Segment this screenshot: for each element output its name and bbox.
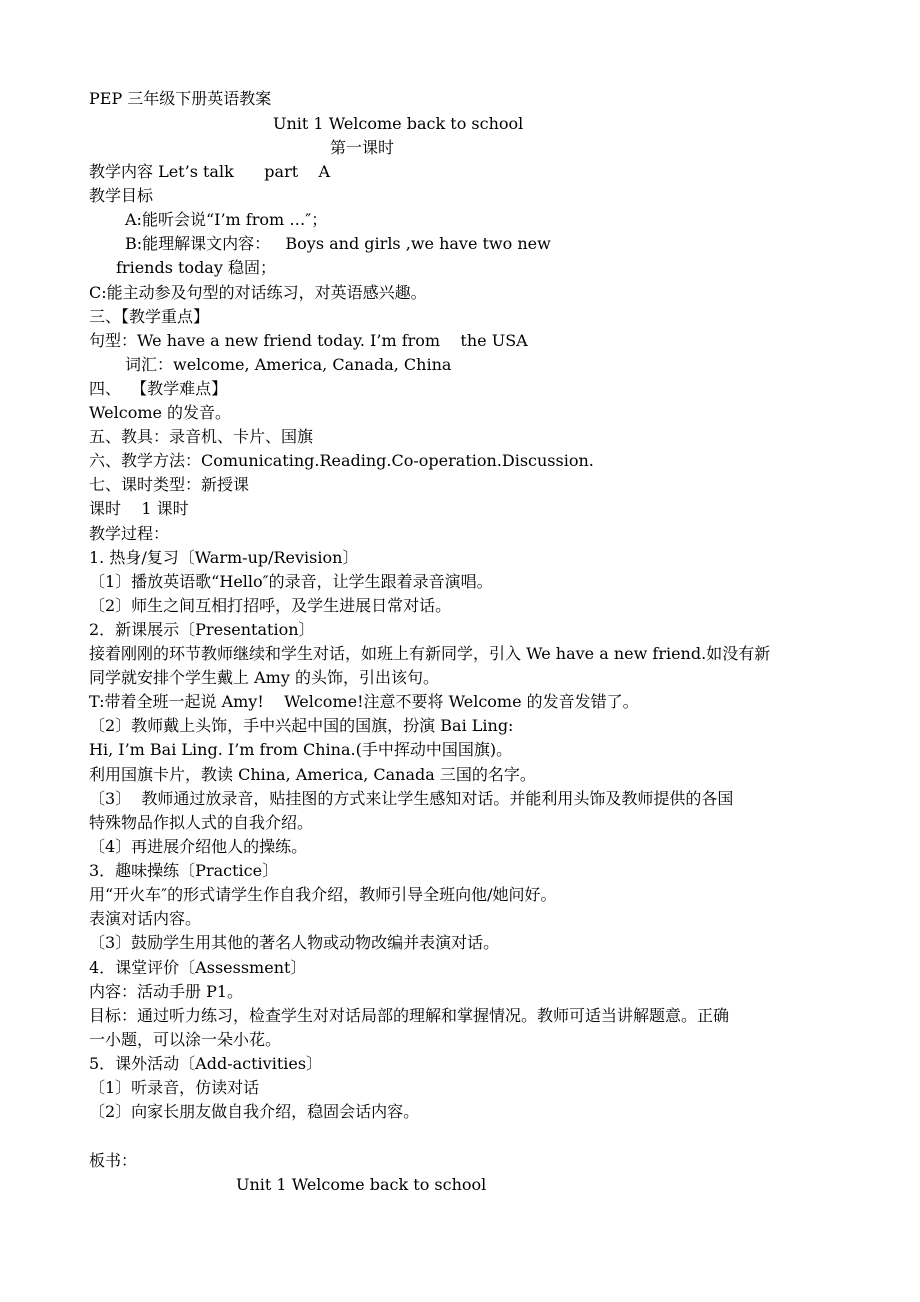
step-3-heading: 3．趣味操练〔Practice〕 [89,861,279,880]
process-heading: 教学过程： [89,524,170,543]
step-1-item-2: 〔2〕师生之间互相打招呼，及学生进展日常对话。 [89,596,452,615]
step-2-heading: 2．新课展示〔Presentation〕 [89,620,315,639]
step-5-item-1: 〔1〕听录音，仿读对话 [89,1078,260,1097]
step-1-item-1: 〔1〕播放英语歌“Hello″的录音，让学生跟着录音演唱。 [89,572,493,591]
doc-title: PEP 三年级下册英语教案 [89,89,272,108]
step-2-flag-cards: 利用国旗卡片，教读 China, America, Canada 三国的名字。 [89,765,536,784]
teaching-methods: 六、教学方法：Comunicating.Reading.Co-operation.Discussion. [89,451,594,470]
step-2-item-3-line-1: 〔3〕 教师通过放录音，贴挂图的方式来让学生感知对话。并能利用头饰及教师提供的各国 [89,789,734,808]
key-vocabulary: 词汇：welcome, America, Canada, China [125,355,452,374]
teaching-content: 教学内容 Let’s talk part A [89,162,331,181]
step-2-para-line-1: 接着刚刚的环节教师继续和学生对话，如班上有新同学，引入 We have a new friend.如没有新 [89,644,771,663]
lesson-type: 七、课时类型：新授课 [89,475,250,494]
objectives-heading: 教学目标 [89,186,154,205]
step-4-goal-line-2: 一小题，可以涂一朵小花。 [89,1030,282,1049]
step-2-teacher-line: T:带着全班一起说 Amy! Welcome!注意不要将 Welcome 的发音发错了。 [89,692,639,711]
step-5-heading: 5．课外活动〔Add-activities〕 [89,1054,323,1073]
step-4-goal-line-1: 目标：通过听力练习，检查学生对对话局部的理解和掌握情况。教师可适当讲解题意。正确 [89,1006,730,1025]
step-2-dialogue: Hi, I’m Bai Ling. I’m from China.(手中挥动中国国旗)。 [89,740,513,759]
step-2-item-4: 〔4〕再进展介绍他人的操练。 [89,837,308,856]
difficulty-item: Welcome 的发音。 [89,403,232,422]
blackboard-heading: 板书： [89,1151,138,1170]
step-4-heading: 4．课堂评价〔Assessment〕 [89,958,307,977]
step-3-act-dialogue: 表演对话内容。 [89,909,202,928]
key-sentence: 句型：We have a new friend today. I’m from the USA [89,331,528,350]
step-1-heading: 1. 热身/复习〔Warm-up/Revision〕 [89,548,359,567]
objective-b: B:能理解课文内容： Boys and girls ,we have two new [125,234,551,253]
step-3-train-game: 用“开火车″的形式请学生作自我介绍，教师引导全班向他/她问好。 [89,885,557,904]
step-5-item-2: 〔2〕向家长朋友做自我介绍，稳固会话内容。 [89,1102,420,1121]
teaching-aids: 五、教具：录音机、卡片、国旗 [89,427,314,446]
blackboard-unit-title: Unit 1 Welcome back to school [236,1175,487,1194]
lesson-hours: 课时 1 课时 [89,499,189,518]
step-2-para-line-2: 同学就安排个学生戴上 Amy 的头饰，引出该句。 [89,668,439,687]
key-points-heading: 三、【教学重点】 [89,307,210,326]
objective-a: A:能听会说“I’m from …″； [125,210,328,229]
difficulty-heading: 四、 【教学难点】 [89,379,228,398]
objective-b-cont: friends today 稳固； [116,258,276,277]
lesson-number: 第一课时 [330,138,395,157]
objective-c: C:能主动参及句型的对话练习，对英语感兴趣。 [89,283,427,302]
unit-heading: Unit 1 Welcome back to school [273,114,524,133]
step-4-content: 内容：活动手册 P1。 [89,982,244,1001]
step-2-item-2: 〔2〕教师戴上头饰，手中兴起中国的国旗，扮演 Bai Ling: [89,716,514,735]
step-3-item-3: 〔3〕鼓励学生用其他的著名人物或动物改编并表演对话。 [89,933,500,952]
step-2-item-3-line-2: 特殊物品作拟人式的自我介绍。 [89,813,314,832]
